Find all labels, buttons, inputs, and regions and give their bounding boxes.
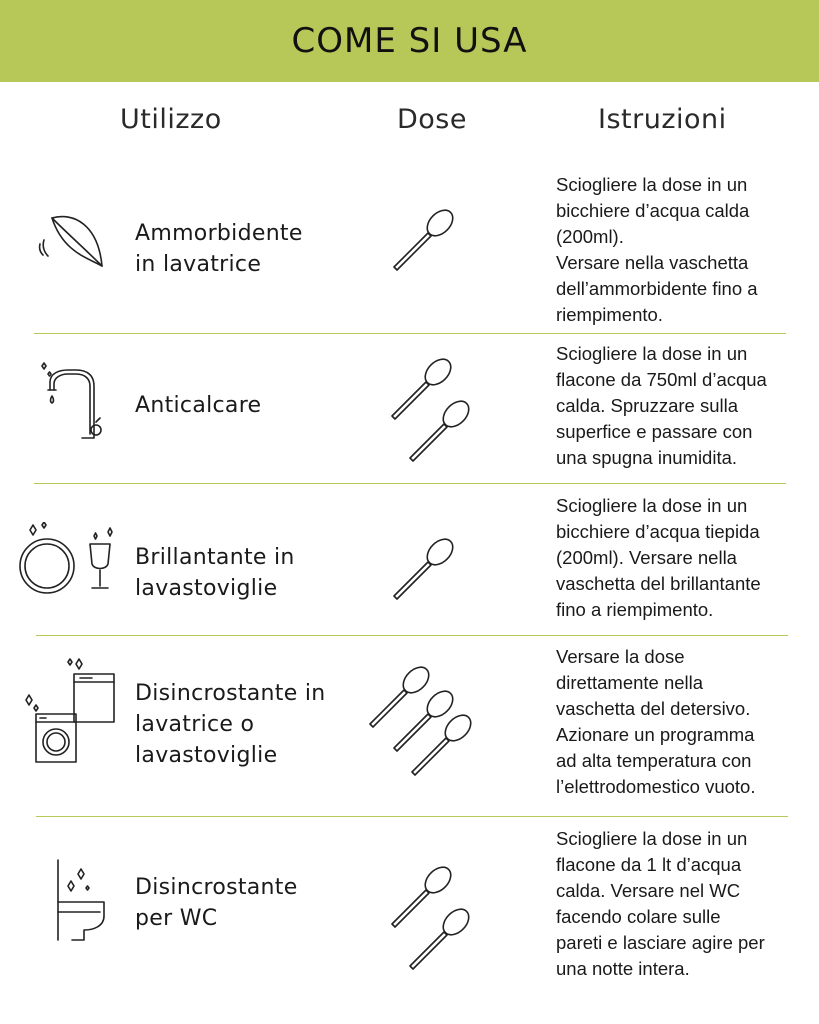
dose-1-spoon xyxy=(388,532,460,609)
page-header xyxy=(0,0,819,82)
washing-machine-icon xyxy=(22,656,118,768)
row-divider xyxy=(36,816,788,817)
row-divider xyxy=(34,483,786,484)
column-header-usage: Utilizzo xyxy=(120,104,222,135)
page-title: COME SI USA xyxy=(291,21,528,61)
instructions-disincrostante-wc: Sciogliere la dose in un flacone da 1 lt d’acqua calda. Versare nel WC facendo colare sulle pareti e lasciare agire per una notte intera. xyxy=(556,828,765,979)
instructions-brillantante: Sciogliere la dose in un bicchiere d’acqua tiepida (200ml). Versare nella vaschetta del brillantante fino a riempimento. xyxy=(556,495,761,620)
dose-3-spoons xyxy=(366,660,478,785)
spoon-icon xyxy=(394,534,458,599)
dose-1-spoon xyxy=(388,203,460,280)
instructions-ammorbidente: Sciogliere la dose in un bicchiere d’acqua calda (200ml). Versare nella vaschetta dell’ammorbidente fino a riempimento. xyxy=(556,174,758,325)
usage-ammorbidente: Ammorbidente in lavatrice xyxy=(135,221,303,277)
usage-disincrostante-wc: Disincrostante per WC xyxy=(135,875,298,931)
spoon-icon xyxy=(394,205,458,270)
row-divider xyxy=(34,333,786,334)
dose-2-spoons xyxy=(388,352,478,469)
row-divider xyxy=(36,635,788,636)
usage-disincrostante-lavatrice: Disincrostante in lavatrice o lavastoviglie xyxy=(135,681,326,768)
instructions-anticalcare: Sciogliere la dose in un flacone da 750ml d’acqua calda. Spruzzare sulla superfice e passare con una spugna inumidita. xyxy=(556,343,767,468)
column-header-instructions: Istruzioni xyxy=(598,104,727,135)
usage-brillantante: Brillantante in lavastoviglie xyxy=(135,545,295,601)
instructions-disincrostante-lavatrice: Versare la dose direttamente nella vaschetta del detersivo. Azionare un programma ad alta temperatura con l’elettrodomestico vuoto. xyxy=(556,646,756,797)
spoon-icon xyxy=(410,904,474,969)
column-header-dose: Dose xyxy=(397,104,467,135)
faucet-icon xyxy=(38,362,108,444)
usage-anticalcare: Anticalcare xyxy=(135,393,262,418)
leaf-icon xyxy=(38,212,108,272)
plate-glass-icon xyxy=(16,522,116,594)
toilet-icon xyxy=(54,858,108,944)
dose-2-spoons xyxy=(388,860,478,977)
spoon-icon xyxy=(410,396,474,461)
